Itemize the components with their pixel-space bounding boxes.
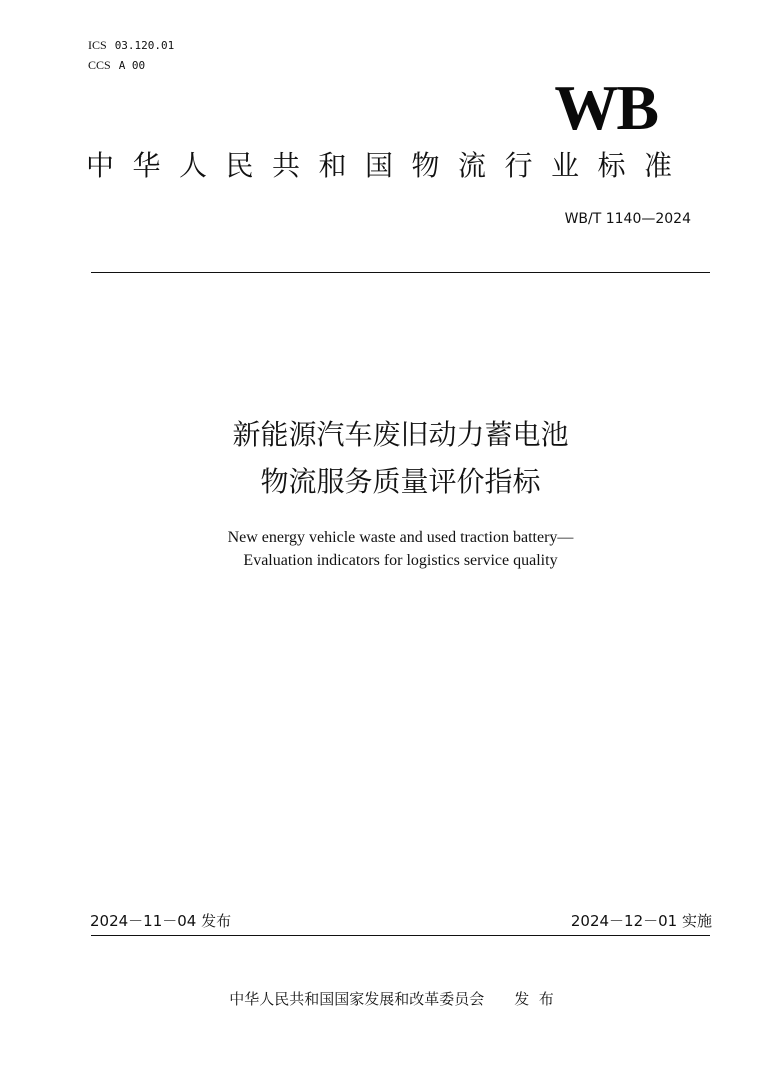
standard-number: WB/T 1140—2024 [564, 211, 691, 227]
title-en-line-2: Evaluation indicators for logistics service quality [243, 552, 558, 569]
title-cn-line-1: 新能源汽车废旧动力蓄电池 [232, 418, 569, 451]
issuer-line [9, 988, 765, 1010]
ccs-classification [88, 58, 145, 73]
title-cn-line-2: 物流服务质量评价指标 [260, 465, 541, 498]
wb-logo: WB [554, 72, 657, 143]
issuer-action: 发 布 [514, 990, 554, 1008]
footer-divider [91, 935, 710, 936]
ics-classification [88, 38, 174, 53]
implementation-date: 2024－12－01 实施 [570, 912, 712, 930]
ccs-label: CCS [88, 58, 111, 72]
standard-category-title: 中华人民共和国物流行业标准 [86, 149, 691, 182]
ics-code: 03.120.01 [114, 39, 175, 52]
issue-date: 2024－11－04 发布 [90, 912, 232, 930]
title-en-line-1: New energy vehicle waste and used traction battery— [227, 529, 574, 546]
ics-label: ICS [88, 38, 107, 52]
ccs-code: A 00 [118, 59, 146, 72]
issuer-name: 中华人民共和国国家发展和改革委员会 [229, 990, 485, 1008]
header-divider [91, 272, 710, 273]
